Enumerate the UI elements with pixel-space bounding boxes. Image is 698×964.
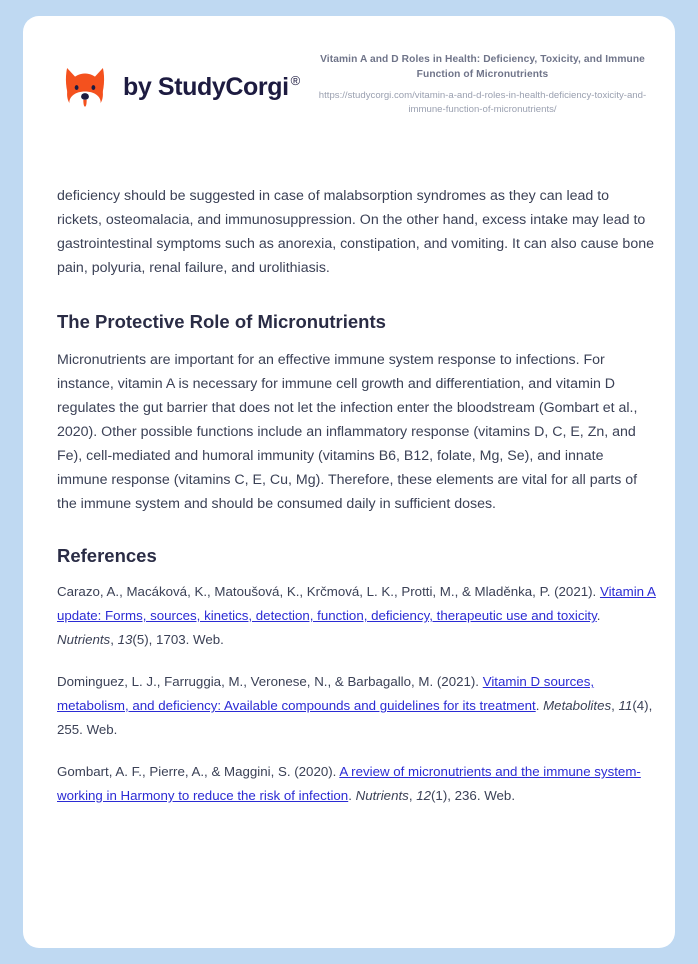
document-header [23, 16, 675, 148]
reference-item [57, 760, 657, 808]
reference-item [57, 580, 657, 652]
reference-journal: Metabolites [543, 698, 612, 714]
reference-journal: Nutrients [57, 632, 111, 648]
reference-issue: (1), 236. Web. [431, 788, 516, 804]
reference-volume: 11 [618, 698, 633, 714]
reference-title-link[interactable]: A review of micronutrients and the immune system-working in Harmony to reduce the risk of infection [57, 764, 641, 804]
registered-trademark-icon: ® [290, 73, 300, 89]
reference-punct: . [535, 698, 544, 714]
header-meta [310, 53, 655, 116]
reference-title-link[interactable]: Vitamin D sources, metabolism, and deficiency: Available compounds and guidelines for its treatment [57, 674, 595, 714]
brand-logo-group [57, 59, 300, 115]
section-heading-micronutrients: The Protective Role of Micronutrients [57, 311, 386, 332]
document-source-url: https://studycorgi.com/vitamin-a-and-d-roles-in-health-deficiency-toxicity-and-immune-function-of-micronutrients/ [318, 89, 647, 115]
section-paragraph: Micronutrients are important for an effective immune system response to infections. For instance, vitamin A is necessary for immune cell growth and differentiation, and vitamin D regulates the gut barrier that does not let the infection enter the bloodstream (Gombart et al., 2020). Other possible functions include an inflammatory response (vitamins D, C, E, Zn, and Fe), cell-mediated and humoral immunity (vitamins B6, B12, folate, Mg, Se), and innate immune response (vitamins C, E, Cu, Mg). Therefore, these elements are vital for all parts of the immune system and should be consumed daily in sufficient doses. [57, 352, 638, 513]
reference-item [57, 670, 657, 742]
corgi-logo-icon [57, 59, 113, 115]
brand-name-text: by StudyCorgi [123, 72, 289, 101]
references-heading: References [57, 545, 157, 567]
reference-authors: Gombart, A. F., Pierre, A., & Maggini, S. (2020). [57, 764, 340, 780]
reference-issue: (5), 1703. Web. [132, 632, 224, 648]
document-card [23, 16, 675, 948]
reference-punct: . [596, 608, 601, 624]
reference-journal-sep: , [110, 632, 118, 648]
document-title: Vitamin A and D Roles in Health: Deficiency, Toxicity, and Immune Function of Micronutrients [320, 54, 645, 81]
reference-punct: . [348, 788, 356, 804]
document-body [57, 184, 657, 808]
reference-volume: 13 [117, 632, 133, 648]
reference-title-link[interactable]: Vitamin A update: Forms, sources, kinetics, detection, function, deficiency, therapeutic use and toxicity [57, 584, 656, 624]
reference-authors: Carazo, A., Macáková, K., Matoušová, K., Krčmová, L. K., Protti, M., & Mladěnka, P. (2021). [57, 584, 600, 600]
brand-wordmark [123, 73, 300, 102]
reference-journal-sep: , [611, 698, 619, 714]
intro-paragraph: deficiency should be suggested in case of malabsorption syndromes as they can lead to rickets, osteomalacia, and immunosuppression. On the other hand, excess intake may lead to gastrointestinal symptoms such as anorexia, constipation, and vomiting. It can also cause bone pain, polyuria, renal failure, and urolithiasis. [57, 188, 654, 276]
reference-authors: Dominguez, L. J., Farruggia, M., Veronese, N., & Barbagallo, M. (2021). [57, 674, 483, 690]
references-list [57, 580, 657, 808]
reference-journal-sep: , [408, 788, 417, 804]
reference-volume: 12 [416, 788, 431, 804]
reference-issue: (4), 255. Web. [57, 698, 653, 738]
reference-journal: Nutrients [355, 788, 409, 804]
